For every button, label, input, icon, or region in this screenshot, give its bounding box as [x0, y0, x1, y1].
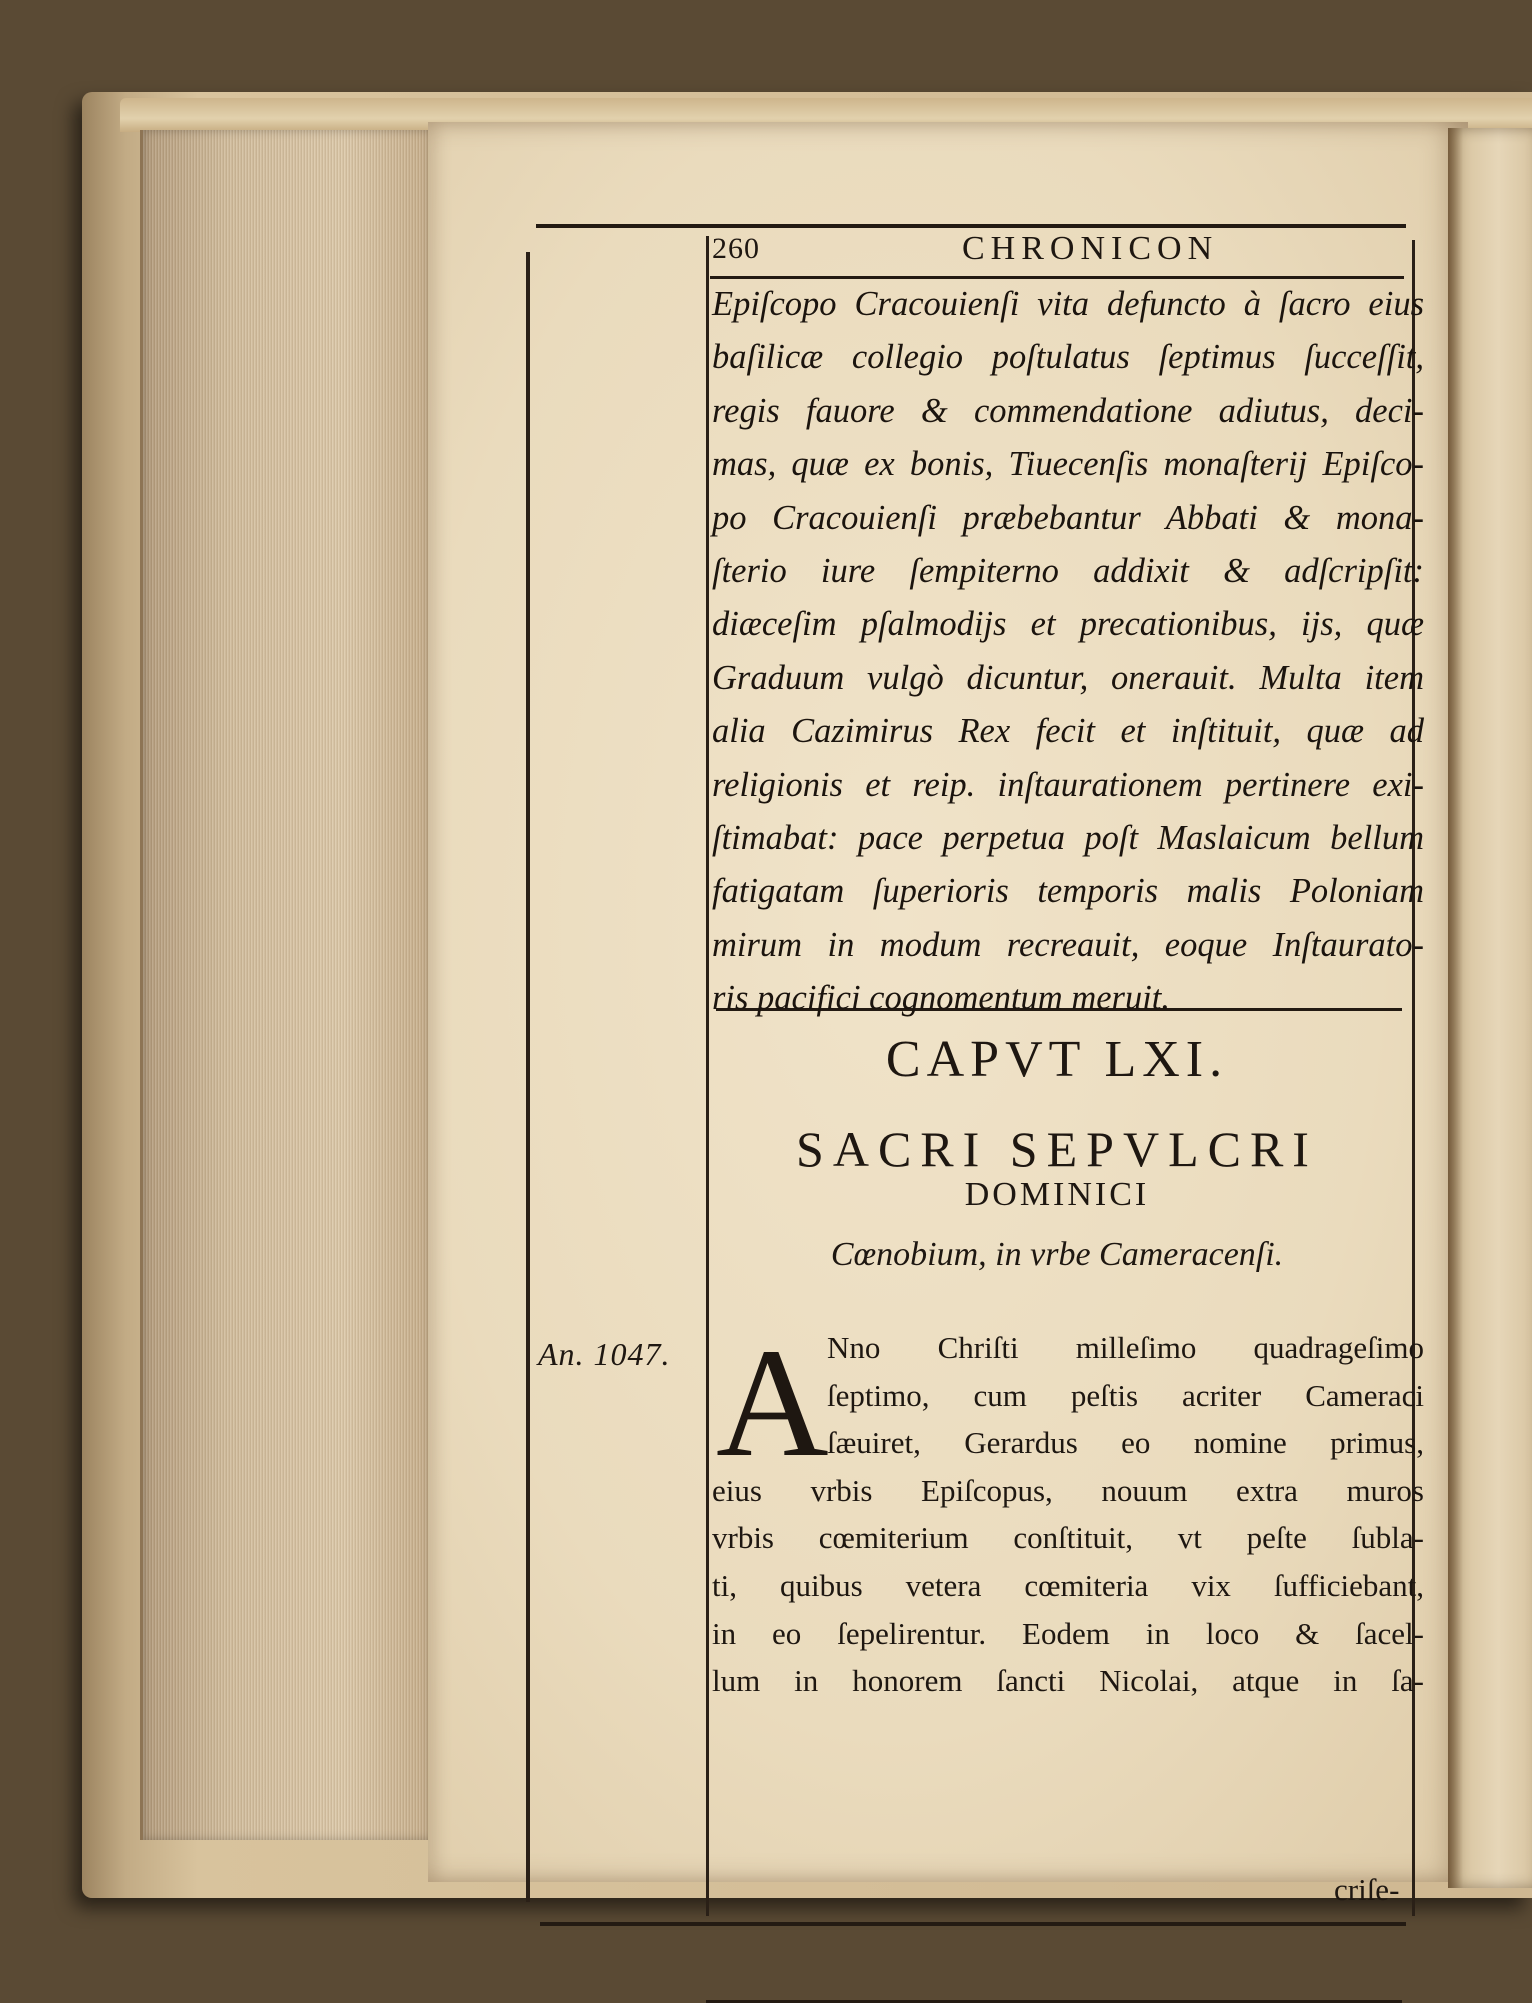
text-line: Nno Chriſti milleſimo quadrageſimo — [827, 1330, 1424, 1365]
next-page-edge — [1448, 128, 1532, 1888]
top-rule — [536, 224, 1406, 228]
text-line: eius vrbis Epiſcopus, nouum extra muros — [712, 1472, 1424, 1508]
text-line: vrbis cœmiterium conſtituit, vt peſte ſubla- — [712, 1520, 1424, 1556]
chapter-title-line-2: DOMINICI — [964, 1176, 1150, 1213]
text-line: alia Cazimirus Rex fecit et inſtituit, quæ ad — [712, 712, 1424, 751]
text-line: in eo ſepelirentur. Eodem in loco & ſacel- — [712, 1615, 1424, 1651]
text-line: ris pacifici cognomentum meruit. — [712, 979, 1171, 1018]
footer-rule — [540, 1922, 1406, 1926]
margin-note-year: An. 1047. — [538, 1336, 671, 1372]
running-title: CHRONICON — [962, 230, 1219, 267]
chapter-title-line-3: Cœnobium, in vrbe Cameracenſi. — [830, 1236, 1284, 1273]
text-line: diæceſim pſalmodijs et precationibus, ijs, quæ — [712, 605, 1424, 644]
chapter-title-line-1: SACRI SEPVLCRI — [796, 1121, 1318, 1177]
text-line: mirum in modum recreauit, eoque Inſtaurato- — [712, 925, 1424, 964]
text-line: ſterio iure ſempiterno addixit & adſcripſit: — [712, 552, 1424, 591]
text-line: Graduum vulgò dicuntur, onerauit. Multa item — [712, 658, 1424, 697]
text-line: lum in honorem ſancti Nicolai, atque in ſa- — [712, 1663, 1424, 1699]
text-line: ſtimabat: pace perpetua poſt Maslaicum bellum — [712, 819, 1424, 858]
catchword: criſe- — [1334, 1872, 1400, 1907]
running-head — [712, 232, 1402, 274]
text-line: baſilicæ collegio poſtulatus ſeptimus ſucceſſit, — [712, 338, 1424, 377]
text-line: ſæuiret, Gerardus eo nomine primus, — [827, 1425, 1424, 1461]
chapter-heading: CAPVT LXI. — [885, 1031, 1229, 1088]
left-margin-rule — [526, 252, 530, 1902]
drop-cap: A — [716, 1316, 829, 1489]
text-line: Epiſcopo Cracouienſi vita defuncto à ſacro eius — [712, 285, 1424, 323]
text-line: ti, quibus vetera cœmiteria vix ſufficiebant, — [712, 1567, 1424, 1603]
text-left-rule — [706, 236, 709, 1916]
text-line: regis fauore & commendatione adiutus, deci- — [712, 391, 1424, 430]
text-line: mas, quæ ex bonis, Tiuecenſis monaſterij Epiſco- — [712, 445, 1424, 484]
text-line: fatigatam ſuperioris temporis malis Poloniam — [712, 872, 1424, 911]
text-line: po Cracouienſi præbebantur Abbati & mona- — [712, 498, 1424, 537]
text-block-2 — [712, 1316, 1424, 1705]
page-number: 260 — [712, 232, 760, 265]
text-line: ſeptimo, cum peſtis acriter Cameraci — [827, 1377, 1424, 1413]
text-line: religionis et reip. inſtaurationem pertinere exi- — [712, 765, 1424, 804]
text-block-1 — [712, 278, 1424, 1026]
page-stack-edge — [140, 130, 431, 1840]
